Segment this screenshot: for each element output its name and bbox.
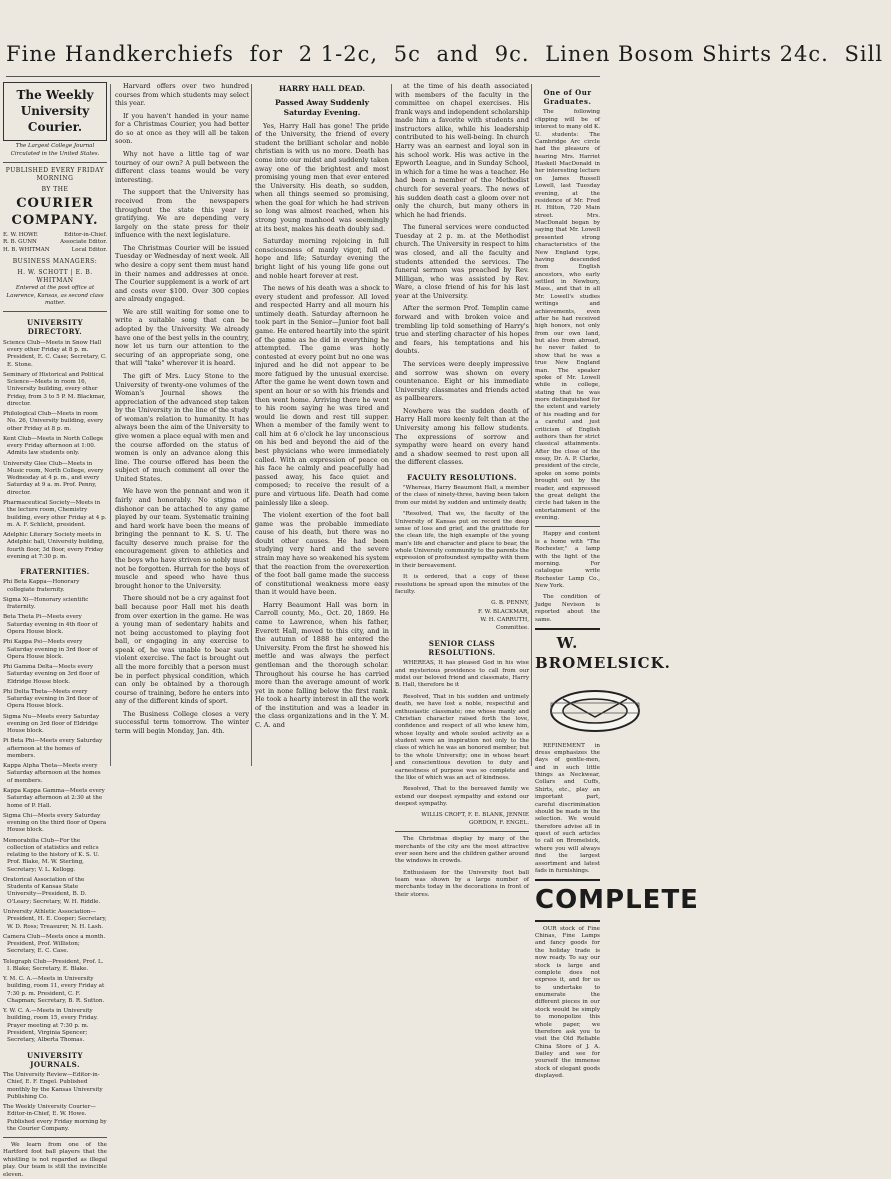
column-rule <box>110 84 111 766</box>
staff-row: E. W. HOWE Editor-in-Chief. <box>3 232 107 239</box>
china-store-ad: OUR stock of Fine Chinas, Fine Lamps and fancy goods for the holiday trade is now ready. To say our stock is large and complete does not express it, and for us to undertake to enumerate the different pieces in our stock would be simply to monopolize this whole paper, we therefore ask you to visit the Old Reliable China Store of J. A. Dailey and see for yourself the immense stock of elegant goods displayed. <box>535 925 600 1080</box>
resolution-paragraph: Resolved, That in his sudden and untimely death, we have lost a noble, respectful and enthusiastic classmate; one whose manly and Christian character raised forth the love, confidence and respect of all who knew him, whose loyalty and whole souled activity as a student were an inspiration not only to the class of which he was an honored member, but to the whole University; one in whose heart and conscientious devotion to duty and earnestness of purpose was so complete and the like of which was an act of kindness. <box>395 693 529 781</box>
column-ads <box>535 82 699 1080</box>
advertising-banner <box>6 42 884 77</box>
fraternity-entry: Sigma Nu—Meets every Saturday evening on 3rd floor of Eldridge House block. <box>3 713 100 735</box>
fraternities-title: FRATERNITIES. <box>20 567 90 577</box>
fraternity-entry: Sigma Xi—Honorary scientific fraternity. <box>3 596 89 611</box>
editorial-paragraph: The Business College closes a very successful term tomorrow. The winter term will begin Monday, Jan. 4th. <box>115 709 249 736</box>
editorial-paragraph: The support that the University has received from the newspapers throughout the state this year is gratifying. We are depending very largely on the state press for their influence with the next legislature. <box>115 188 249 240</box>
column-masthead <box>3 82 107 1178</box>
fraternity-entry: Y. M. C. A.—Meets in University building, room 11, every Friday at 7:30 p. m. President, C. F. Chapman; Secretary, B. R. Sutton. <box>3 976 105 1004</box>
fraternity-entry: Oratorical Association of the Students of Kansas State University—President, B. D. O'Leary; Secretary, W. H. Riddle. <box>3 876 101 905</box>
banner-cutoff: Sill <box>844 42 884 66</box>
divider <box>3 311 107 312</box>
fraternity-entry: University Athletic Association—President, H. E. Cooper; Secretary, W. D. Ross; Treasurer, N. H. Lash. <box>3 909 107 930</box>
graduate-paragraph: The following clipping will be of interest to many old K. U. students: The Cambridge Arc circle had the pleasure of hearing Mrs. Harriet Haskell MacDonald in her interesting lecture on James Russell Lowell, last Tuesday evening, at the residence of Mr. Fred H. Hilton, 720 Main street. Mrs. MacDonald began by saying that Mr. Lowell presented strong characteristics of the New England type, having descended from English ancestors, who early settled in Newbury, Mass., and that in all Mr. Lowell's studies writings and achievements, even after he had received high honors, not only from our own land, but also from abroad, he never failed to show that he was a true New England man. The speaker spoke of Mr. Lowell while in college, stating that he was more distinguished for the extent and variety of his reading and for a careful and just criticism of English authors than for strict classical attainments. After the close of the essay, Dr. A. P. Clarke, president of the circle, spoke on some points brought out by the reader, and expressed the great delight the circle had taken in the entertainment of the evening. <box>535 109 600 522</box>
publisher-name: COURIER COMPANY. <box>11 195 99 228</box>
staff-row: H. B. WHITMAN Local Editor. <box>3 246 107 253</box>
divider <box>535 526 600 527</box>
hartford-note: We learn from one of the Hartford foot ball players that the whistling is not regarded as illegal play. Our team is still the invincible eleven. <box>3 1142 107 1178</box>
article-paragraph: Yes, Harry Hall has gone! The pride of the University, the friend of every student the brilliant scholar and noble christian is with us no more. Death has come into our midst and suddenly taken away one of the brightest and most promising young men that ever entered the University. His death, so sudden, when all things seemed so promising, when the goal for which he had striven so long was almost reached, when his strong young manhood was seemingly at its best, makes his death doubly sad. <box>255 121 389 233</box>
lamp-notice: Happy and content is a home with "The Rochester," a lamp with the light of the morning. For catalogue write Rochester Lamp Co., New York. <box>535 531 600 590</box>
business-managers: H. W. SCHOTT | E. B. WHITMAN <box>17 268 93 284</box>
directory-entry: University Glee Club—Meets in Music room, North College, every Wednesday at 4 p. m., and every Saturday at 9 a. m. Prof. Penny, director. <box>3 460 104 496</box>
banner-and: and <box>436 42 480 66</box>
divider <box>3 1137 107 1138</box>
banner-price-2: 5c <box>393 42 421 66</box>
directory-title: UNIVERSITY DIRECTORY. <box>27 318 83 337</box>
directory-entry: Seminary of Historical and Political Science—Meets in room 16, University building, every other Friday, from 3 to 5 P. M. Blackmar, director. <box>3 371 106 407</box>
postal-notice: Entered at the post office at Lawrence, Kansas, as second class matter. <box>6 285 104 306</box>
signature: W. H. CARRUTH, <box>480 617 529 624</box>
published-line: PUBLISHED EVERY FRIDAY MORNING <box>5 166 105 182</box>
resolution-paragraph: Resolved, That to the bereaved family we extend our deepest sympathy and extend our deepest sympathy. <box>395 786 529 808</box>
article-paragraph: The services were deeply impressive and sorrow was shown on every countenance. Eight or his immediate University classmates and friends acted as pallbearers. <box>395 359 529 403</box>
article-headline: HARRY HALL DEAD. <box>278 84 366 93</box>
signature: F. W. BLACKMAR, <box>478 608 529 615</box>
banner-price-1: 2 1-2c, <box>298 42 379 66</box>
fraternity-entry: Y. W. C. A.—Meets in University building, room 15, every Friday. Prayer meeting at 7:30 p. m. President, Virginia Spencer; Secretary, Alberta Thomas. <box>3 1008 98 1044</box>
editorial-paragraph: Why not have a little tag of war tourney of our own? A pull between the different class teams would be very interesting. <box>115 150 249 184</box>
directory-entry: Philological Club—Meets in room No. 26, University building, every other Friday at 8 p. m. <box>3 411 103 432</box>
column-rule <box>391 84 392 766</box>
signature: Committee. <box>496 625 529 632</box>
banner-shirts: Linen Bosom Shirts 24c. <box>545 42 829 66</box>
column-rule <box>531 84 532 766</box>
article-paragraph: After the sermon Prof. Templin came forward and with broken voice and trembling lip told something of Harry's true and sterling character of his hopes and fears, his temptations and his doubts. <box>395 304 529 356</box>
staff-list <box>3 232 107 254</box>
fraternity-entry: Kappa Kappa Gamma—Meets every Saturday afternoon at 2:30 at the home of P. Hall. <box>3 788 105 809</box>
judge-notice: The condition of Judge Nevison is reported about the same. <box>535 594 600 623</box>
article-paragraph: Harry Beaumont Hall was born in Carroll county, Mo., Oct. 20, 1869. He came to Lawrence, when his father, Everett Hall, moved to this city, and in the autumn of 1888 he entered the University. From the first he showed his mettle and was always the perfect gentleman and the thorough scholar. Throughout his course he has carried more than the average amount of work yet in none falling below the first rank. He took a hearty interest in all the work of the institution and was a leader in the class organizations and in the Y. M. C. A. and <box>255 600 389 729</box>
banner-price-3: 9c. <box>494 42 530 66</box>
divider <box>3 162 107 163</box>
editorial-paragraph: We have won the pennant and won it fairly and honorably. No stigma of dishonor can be attached to any game played by our team. Systematic training and hard work have been the means of bringing the pennant to K. S. U. The faculty deserve much praise for the encouragement given to athletics and the boys who have striven so nobly must not be forgotten. Hurrah for the boys of muscle and speed who have thus brought honor to the University. <box>115 487 249 590</box>
article-paragraph: Nowhere was the sudden death of Harry Hall more keenly felt than at the University among his fellow students. The expressions of sorrow and sympathy were heard on every hand and a shadow seemed to rest upon all the different classes. <box>395 406 529 467</box>
fraternity-entry: Telegraph Club—President, Prof. L. I. Blake; Secretary, E. Blake. <box>3 958 104 972</box>
editorial-paragraph: The Christmas Courier will be issued Tuesday or Wednesday of next week. All who desire a copy sent them must hand in their names and addresses at once. The Courier supplement is a work of art and costs over $100. Over 300 copies are already engaged. <box>115 243 249 304</box>
article-paragraph: The violent exertion of the foot ball game was the probable immediate cause of his death, but there was no doubt other causes. He had been studying very hard and the severe strain may have so weakened his system that the reaction from the overexertion of the foot ball game made the success of constitutional weakness more easy than it would have been. <box>255 511 389 597</box>
fraternity-entry: Kappa Alpha Theta—Meets every Saturday afternoon at the homes of members. <box>3 763 101 784</box>
resolution-paragraph: "Whereas, Harry Beaumont Hall, a member of the class of ninety-three, having been taken from our midst by sudden and untimely death; <box>395 485 529 506</box>
signature: WILLIS CROFT, F. E. BLANK, JENNIE GORDON, F. ENGEL. <box>421 812 529 826</box>
banner-for: for <box>249 42 284 66</box>
fraternity-entry: Memorabilia Club—For the collection of statistics and relics relating to the history of K. S. U. Prof. Blake, M. W. Sterling, Secretary; V. L. Kellogg. <box>3 837 100 873</box>
editorial-paragraph: The gift of Mrs. Lucy Stone to the University of twenty-one volumes of the Woman's Journal shows the appreciation of the advanced step taken by the University in the line of the study of woman's relation to humanity. It has always been the aim of the University to give women a place equal with men and the course afforded on the status of women is only an advance along this line. The course offered has been the subject of much comment all over the United States. <box>115 371 249 483</box>
fraternity-entry: Pi Beta Phi—Meets every Saturday afternoon at the homes of members. <box>3 738 103 759</box>
local-note: The Christmas display by many of the merchants of the city are the most attractive ever seen here and the children gather around the windows in crowds. <box>395 836 529 865</box>
resolution-paragraph: It is ordered, that a copy of these resolutions be spread upon the minutes of the faculty. <box>395 574 529 595</box>
directory-entry: Kent Club—Meets in North College every Friday afternoon at 1:00. Admits law students only. <box>3 435 104 457</box>
journal-entry: The Weekly University Courier—Editor-in-Chief, E. W. Howe. Published every Friday morning by the Courier Company. <box>3 1104 107 1132</box>
masthead-title: The Weekly University Courier. <box>3 82 107 141</box>
resolution-paragraph: "Resolved, That we, the faculty of the University of Kansas put on record the deep sense of loss and grief, and the gratitude for the clean life, the high example of the young man's life and character and place to bear, the whole University community to the parents the expression of profoundest sympathy with them in their bereavement. <box>395 511 529 569</box>
fraternity-entry: Phi Kappa Psi—Meets every Saturday evening in 3rd floor of Opera House block. <box>3 639 98 660</box>
fraternity-entry: Sigma Chi—Meets every Saturday evening on the third floor of Opera House block. <box>3 812 107 834</box>
article-paragraph: The news of his death was a shock to every student and professor. All loved and respected Harry and all mourn his untimely death. Saturday afternoon he took part in the Senior—Junior foot ball game. He entered heartily into the spirit of the game as he did in everything he attempted. The game was hotly contested at every point but no one was injured and he did not appear to be more fatigued by the unusual exercise. After the game he went down town and spent an hour or so with his friends and then went home. Arriving there he went to his room saying he was tired and would lie down and rest till supper. When a member of the family went to call him at 6 o'clock he lay unconscious on his bed and beyond the aid of the best physicians who were immediately called. With an expression of peace on his face he calmly and peacefully had passed away, his face quiet and composed; to receive the result of a pure and virtuous life. Death had come painlessly like a sleep. <box>255 284 389 507</box>
banner-handkerchiefs: Fine Handkerchiefs <box>6 42 234 66</box>
faculty-resolutions-title: FACULTY RESOLUTIONS. <box>407 472 517 482</box>
journals-title: UNIVERSITY JOURNALS. <box>27 1050 83 1069</box>
complete-ad-title: COMPLETE <box>535 879 600 921</box>
graduate-title: One of Our Graduates. <box>543 88 592 107</box>
masthead-subtitle: The Largest College Journal Circulated in the United States. <box>10 143 100 157</box>
editorial-paragraph: There should not be a cry against foot ball because poor Hall met his death from over exertion in the game. He was a young man of sedentary habits and not being accustomed to playing foot ball, or engaging in any exercise to speak of, he was unable to bear such violent exercise. The fact is brought out all the more forcibly that a person must be in perfect physical condition, which can only be obtained by a thorough course of training, before he enters into any of the different kinds of sport. <box>115 594 249 706</box>
directory-entry: Pharmaceutical Society—Meets in the lecture room, Chemistry building, every other Friday at 4 p. m. A. F. Schlicht, president. <box>3 500 107 528</box>
directory-entry: Adelphic Literary Society meets in Adelphic hall, University building, fourth floor, 3d floor, every Friday evening at 7:30 p. m. <box>3 532 104 560</box>
column-obituary <box>255 82 389 768</box>
column-rule <box>251 84 252 766</box>
fraternity-entry: Phi Gamma Delta—Meets every Saturday evening on 3rd floor of Eldridge House block. <box>3 664 100 685</box>
column-obituary-continued <box>395 82 529 898</box>
editorial-paragraph: Harvard offers over two hundred courses from which students may select this year. <box>115 82 249 108</box>
collar-illustration <box>535 677 655 739</box>
directory-entry: Science Club—Meets in Snow Hall every other Friday at 8 p. m. President, E. C. Case; Secretary, C. E. Stone. <box>3 339 107 368</box>
article-paragraph: The funeral services were conducted Tuesday at 2 p. m. at the Methodist church. The University in respect to him was closed, and all the faculty and students attended the services. The funeral sermon was preached by Rev. Milligan, who was assisted by Rev. Ware, a close friend of his for his last year at the University. <box>395 223 529 300</box>
resolution-paragraph: WHEREAS, It has pleased God in his wise and mysterious providence to call from our midst our beloved friend and classmate, Harry B. Hall, therefore be it <box>395 660 529 689</box>
by-line: BY THE <box>41 185 69 193</box>
senior-resolutions-title: SENIOR CLASS RESOLUTIONS. <box>428 638 496 658</box>
bromelsick-ad-body: REFINEMENT in dress emphasizes the days of gentle-men, and in such little things as Neckwear, Collars and Cuffs, Shirts, etc., play an important part, careful discrimination should be made in the selection. We would therefore advise all in quest of such articles to call on Bromelsick, where you will always find the largest assortment and latest fads in furnishings. <box>535 742 600 874</box>
article-paragraph: at the time of his death associated with members of the faculty in the committee on chapel exercises. His frank ways and independent scholarship made him a favorite with students and instructors alike, while his leadership contributed to his well-being. In church Harry was an earnest and loyal son in his school work. His was active in the Epworth League, and in Sunday School, in which for a time he was a teacher. He had been a member of the Methodist church for several years. The news of his sudden death cast a gloom over not only the church, but many others in which he had friends. <box>395 82 529 219</box>
bromelsick-ad-title: W. BROMELSICK. <box>535 628 600 674</box>
column-editorials <box>115 82 249 768</box>
divider <box>395 831 529 832</box>
article-paragraph: Saturday morning rejoicing in full consciousness of manly vigor, full of hope and life; Saturday evening the bright light of his young life gone out and noble heart forever at rest. <box>255 237 389 280</box>
local-note: Enthusiasm for the University foot ball team was shown by a large number of merchants today in the decorations in front of their stores. <box>395 869 529 898</box>
fraternity-entry: Beta Theta Pi—Meets every Saturday evening in 4th floor of Opera House block. <box>3 614 98 635</box>
signature: G. B. PENNY, <box>491 600 529 607</box>
fraternity-entry: Phi Beta Kappa—Honorary collegiate fraternity. <box>3 579 80 593</box>
business-heading: BUSINESS MANAGERS: <box>12 257 98 265</box>
editorial-paragraph: We are still waiting for some one to write a suitable song that can be adopted by the University. We already have one of the best yells in the country, now let us turn our attention to the securing of an appropriate song, one that will "take" wherever it is heard. <box>115 307 249 368</box>
article-subheadline: Passed Away Suddenly Saturday Evening. <box>275 97 369 117</box>
fraternity-entry: Camera Club—Meets once a month. President, Prof. Williston; Secretary, E. C. Case. <box>3 933 106 955</box>
staff-row: R. B. GUNN Associate Editor. <box>3 239 107 246</box>
editorial-paragraph: If you haven't handed in your name for a Christmas Courier, you had better do so at once as they will all be taken soon. <box>115 111 249 146</box>
fraternity-entry: Phi Delta Theta—Meets every Saturday evening in 3rd floor of Opera House block. <box>3 688 98 710</box>
journal-entry: The University Review—Editor-in-Chief, E. F. Engel. Published monthly by the Kansas University Publishing Co. <box>3 1071 103 1100</box>
